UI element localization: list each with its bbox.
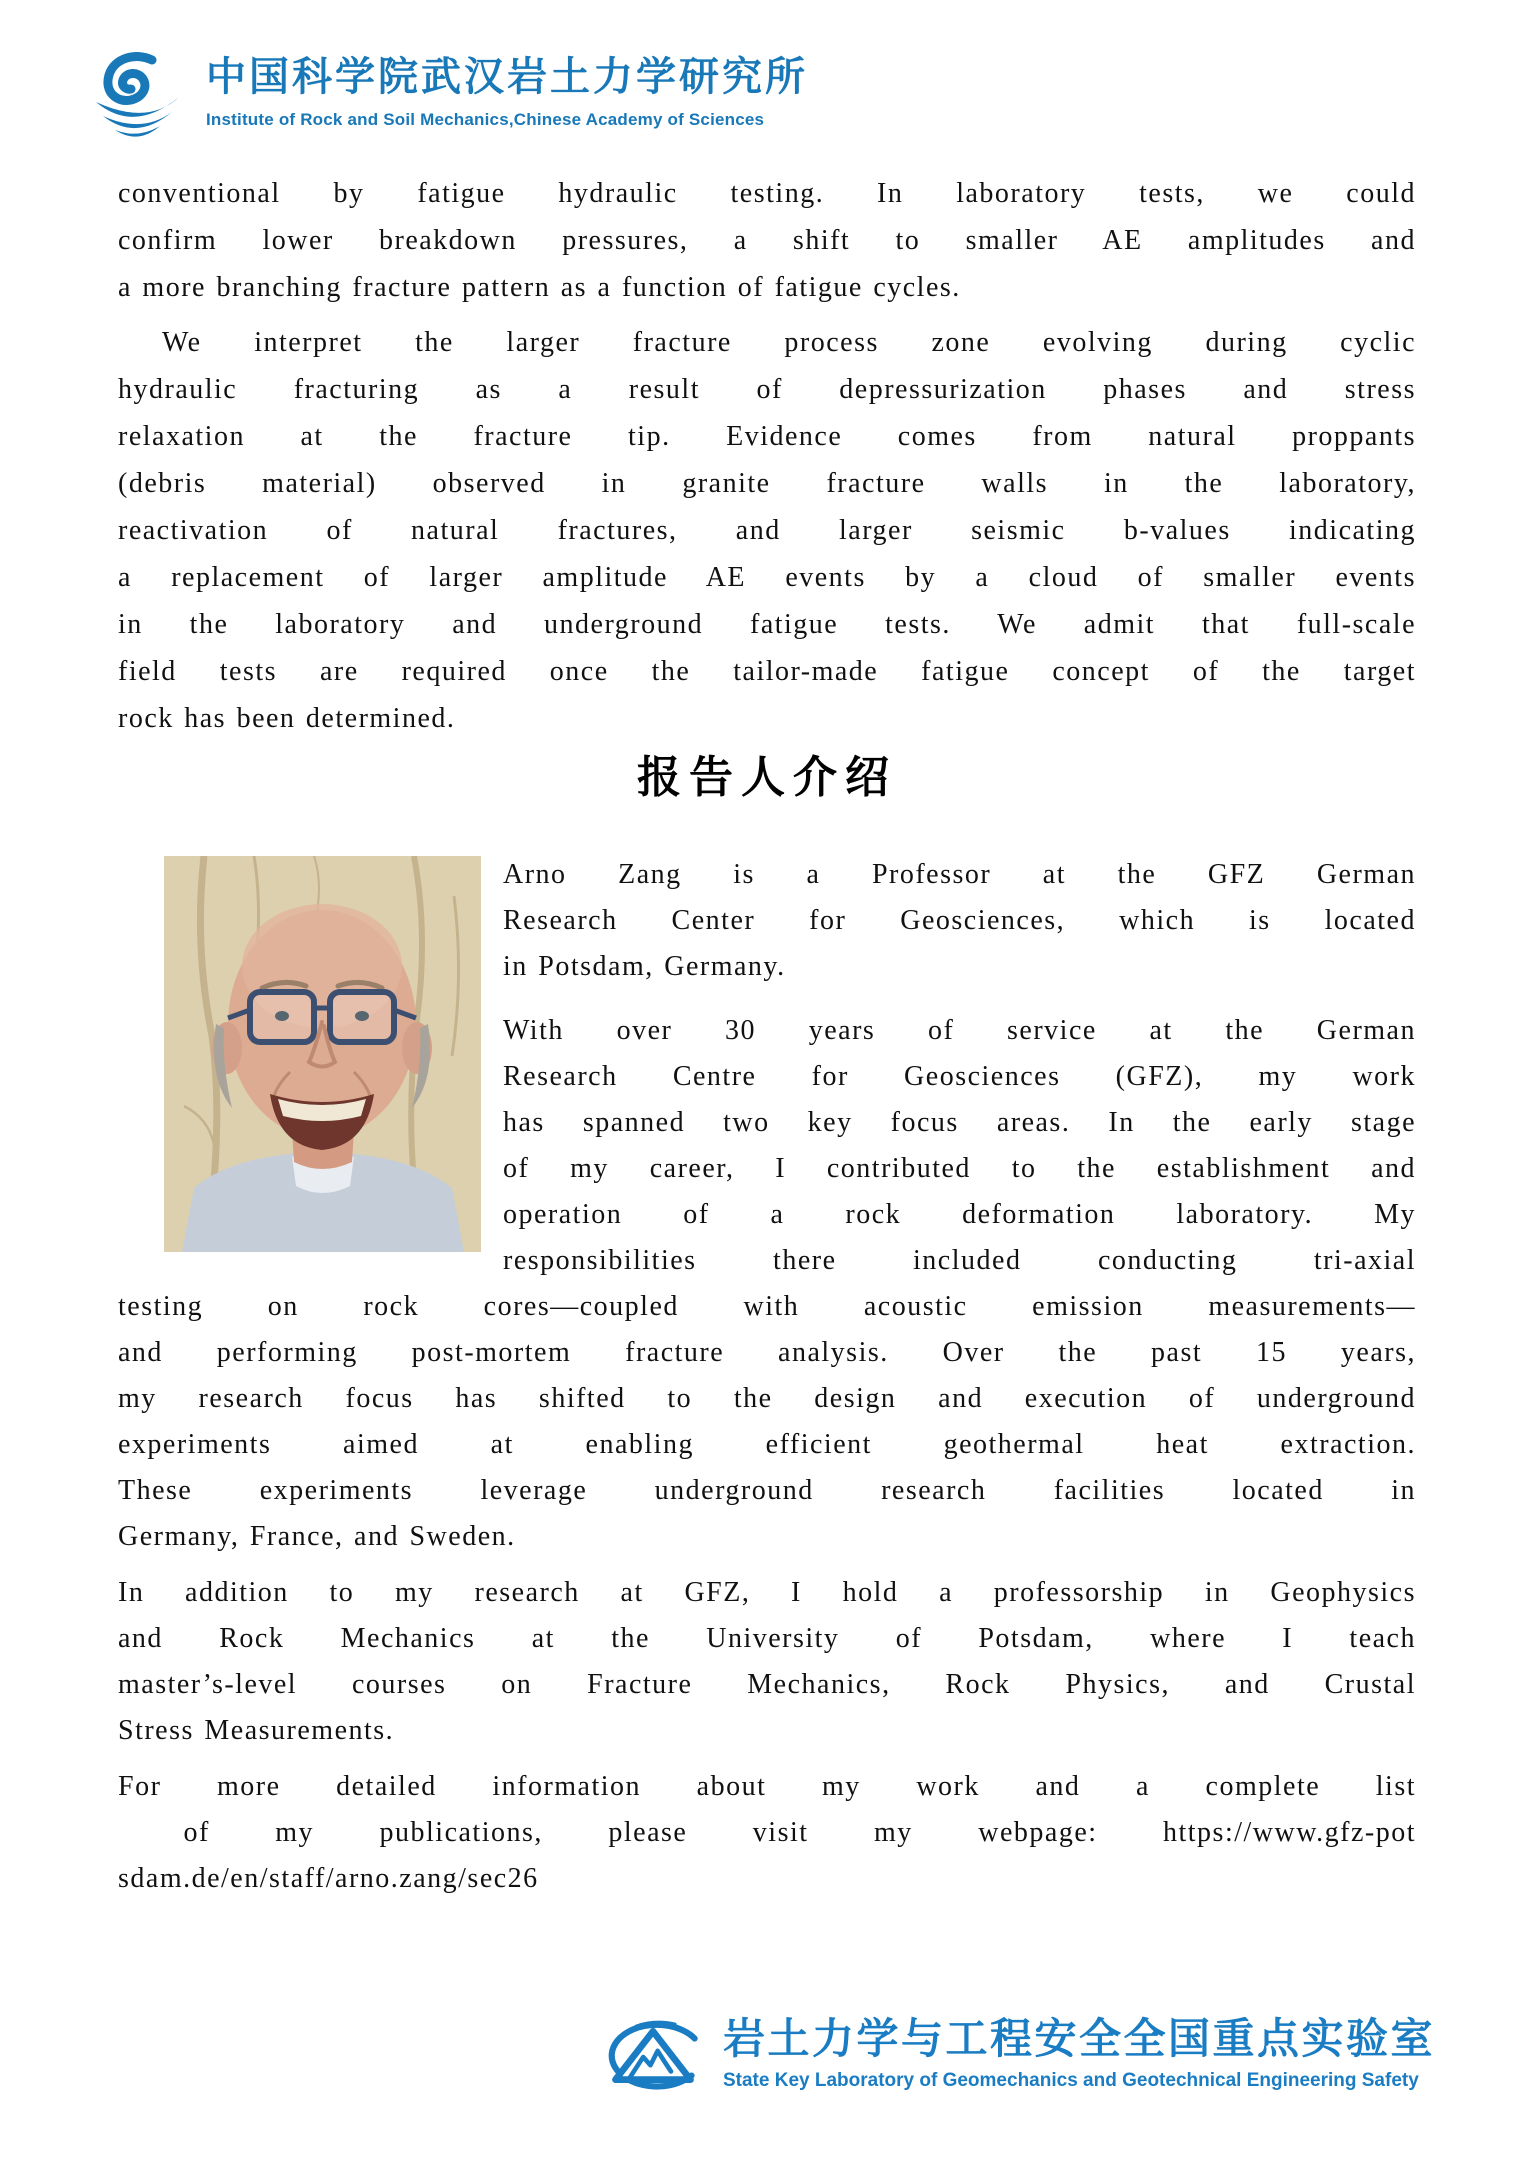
abstract-paragraph-1: [118, 170, 1416, 311]
text-line: a more branching fracture pattern as a function of fatigue cycles.: [118, 272, 961, 303]
text-line: hydraulic fracturing as a result of depressurization phases and stress: [118, 374, 1416, 405]
text-line: my research focus has shifted to the design and execution of underground: [118, 1383, 1416, 1414]
abstract-paragraph-2: [118, 319, 1416, 742]
text-line: For more detailed information about my work and a complete list: [118, 1771, 1416, 1802]
text-line: field tests are required once the tailor-made fatigue concept of the target: [118, 656, 1416, 687]
text-line: Research Center for Geosciences, which is located: [503, 905, 1416, 936]
text-line: Arno Zang is a Professor at the GFZ German: [503, 859, 1416, 890]
text-line: rock has been determined.: [118, 703, 456, 734]
text-line: and Rock Mechanics at the University of Potsdam, where I teach: [118, 1623, 1416, 1654]
text-line: We interpret the larger fracture process zone evolving during cyclic: [162, 327, 1416, 358]
irsm-sphere-logo-icon: [86, 52, 186, 140]
text-line: has spanned two key focus areas. In the early stage: [503, 1107, 1416, 1138]
lab-subtitle-en: State Key Laboratory of Geomechanics and Geotechnical Engineering Safety: [722, 2070, 1419, 2091]
text-line: Germany, France, and Sweden.: [118, 1521, 516, 1552]
text-line: relaxation at the fracture tip. Evidence comes from natural proppants: [118, 421, 1416, 452]
institute-title-cn: 中国科学院武汉岩土力学研究所: [206, 55, 808, 99]
lab-title-cn: 岩土力学与工程安全全国重点实验室: [722, 2015, 1435, 2062]
text-line: conventional by fatigue hydraulic testing. In laboratory tests, we could: [118, 178, 1416, 209]
speaker-bio: [118, 852, 1416, 1902]
bio-paragraph-4-webpage: [118, 1764, 1416, 1902]
text-line: With over 30 years of service at the German: [503, 1015, 1416, 1046]
institute-subtitle-en: Institute of Rock and Soil Mechanics,Chinese Academy of Sciences: [206, 110, 765, 129]
text-line: of my publications, please visit my webpage: https://www.gfz-pot: [118, 1817, 1416, 1848]
text-line: and performing post-mortem fracture analysis. Over the past 15 years,: [118, 1337, 1416, 1368]
text-line: (debris material) observed in granite fracture walls in the laboratory,: [118, 468, 1416, 499]
text-line: in the laboratory and underground fatigue tests. We admit that full-scale: [118, 609, 1416, 640]
text-line: operation of a rock deformation laboratory. My: [503, 1199, 1416, 1230]
portrait-photo-arno-zang: [164, 856, 481, 1252]
page-footer: [599, 2012, 1435, 2096]
speaker-intro-heading: 报告人介绍: [637, 753, 897, 802]
text-line: in Potsdam, Germany.: [503, 951, 786, 982]
footer-titles: [723, 2012, 1435, 2092]
text-line: testing on rock cores—coupled with acoustic emission measurements—: [118, 1291, 1416, 1322]
text-line: In addition to my research at GFZ, I hold a professorship in Geophysics: [118, 1577, 1416, 1608]
text-line: of my career, I contributed to the establishment and: [503, 1153, 1416, 1184]
text-line: a replacement of larger amplitude AE events by a cloud of smaller events: [118, 562, 1416, 593]
text-line: experiments aimed at enabling efficient geothermal heat extraction.: [118, 1429, 1416, 1460]
bio-paragraph-3: [118, 1570, 1416, 1754]
text-line: Research Centre for Geosciences (GFZ), my work: [503, 1061, 1416, 1092]
text-line: confirm lower breakdown pressures, a shift to smaller AE amplitudes and: [118, 225, 1416, 256]
text-line: Stress Measurements.: [118, 1715, 395, 1746]
header-titles: [206, 52, 808, 130]
document-body: [118, 170, 1416, 1912]
text-line: responsibilities there included conducting tri-axial: [503, 1245, 1416, 1276]
text-line: sdam.de/en/staff/arno.zang/sec26: [118, 1863, 539, 1894]
text-line: reactivation of natural fractures, and larger seismic b-values indicating: [118, 515, 1416, 546]
page-header: [86, 52, 808, 140]
text-line: master’s-level courses on Fracture Mechanics, Rock Physics, and Crustal: [118, 1669, 1416, 1700]
text-line: These experiments leverage underground research facilities located in: [118, 1475, 1416, 1506]
state-key-lab-mountain-logo-icon: [599, 2020, 707, 2096]
